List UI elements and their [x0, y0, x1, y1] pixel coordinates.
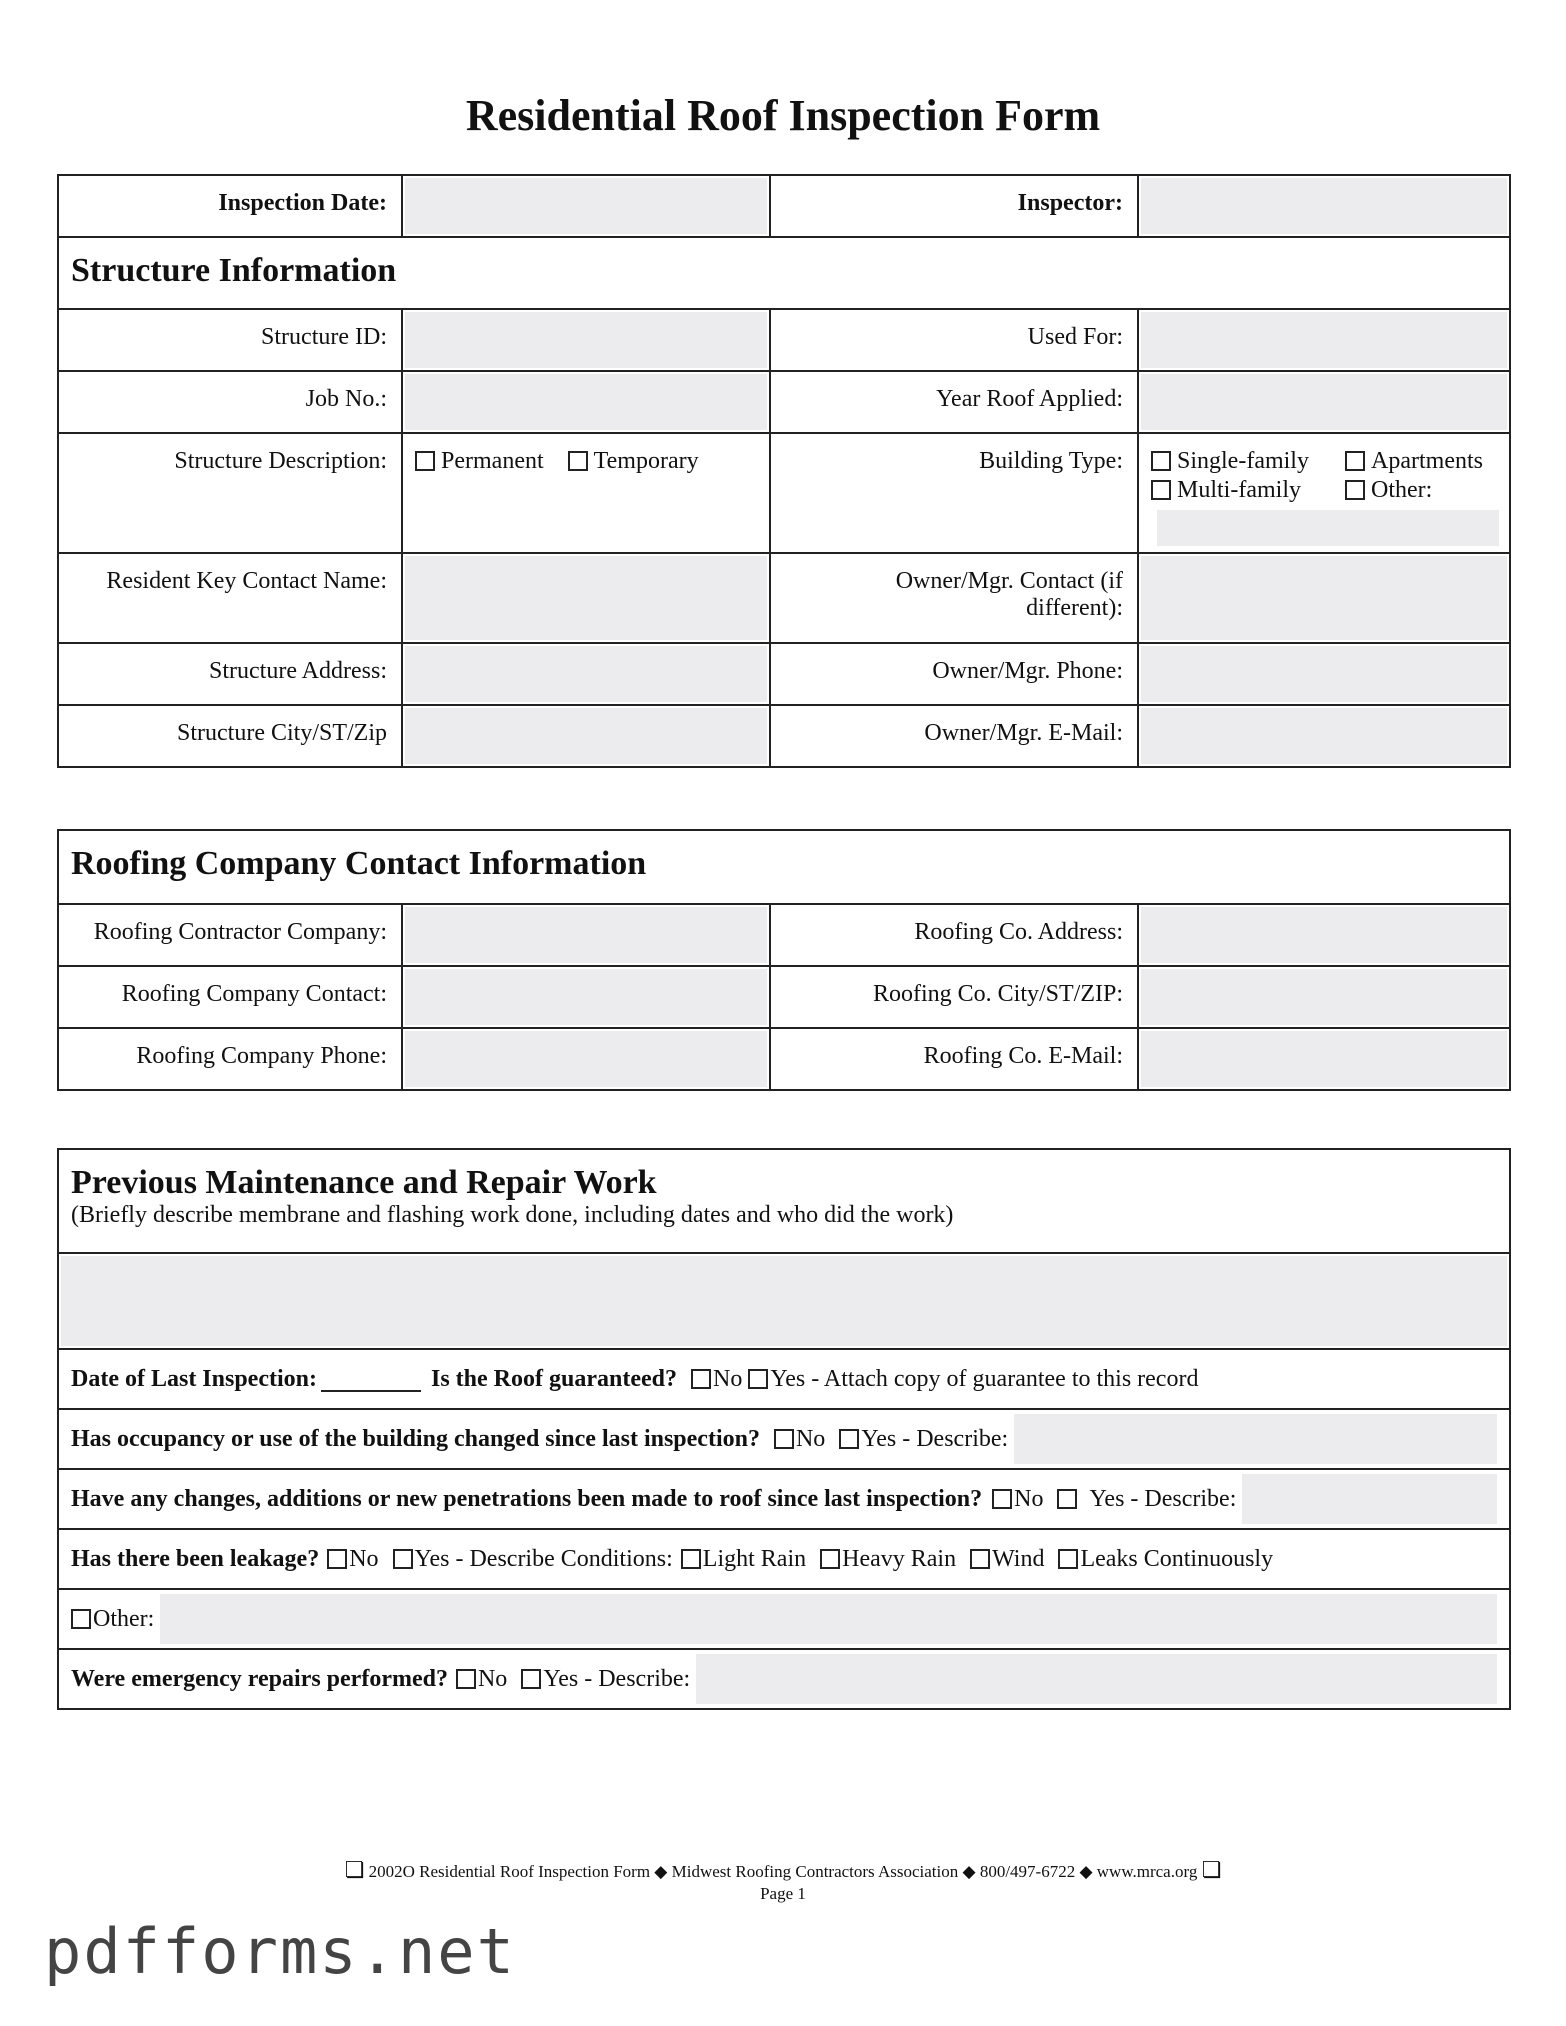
- changes-describe-field[interactable]: [1242, 1474, 1497, 1524]
- changes-no-checkbox[interactable]: [992, 1489, 1012, 1509]
- footer-text: 2002O Residential Roof Inspection Form ◆ Midwest Roofing Contractors Association ◆ 800/497-6722 ◆ www.mrca.org: [368, 1862, 1198, 1881]
- maintenance-table: [57, 1148, 1511, 1710]
- maintenance-description-field[interactable]: [58, 1253, 1510, 1349]
- watermark: pdfforms.net: [44, 1915, 516, 1988]
- option-single-family[interactable]: Single-family: [1151, 448, 1317, 475]
- contractor-company-label: Roofing Contractor Company:: [58, 904, 402, 966]
- company-phone-label: Roofing Company Phone:: [58, 1028, 402, 1090]
- leaks-continuously-label: Leaks Continuously: [1080, 1545, 1274, 1572]
- company-email-field[interactable]: [1138, 1028, 1510, 1090]
- footer-line1: [0, 1860, 1566, 1883]
- structure-address-field[interactable]: [402, 643, 770, 705]
- company-contact-label: Roofing Company Contact:: [58, 966, 402, 1028]
- company-email-label: Roofing Co. E-Mail:: [770, 1028, 1138, 1090]
- year-roof-label: Year Roof Applied:: [770, 371, 1138, 433]
- structure-address-label: Structure Address:: [58, 643, 402, 705]
- structure-id-field[interactable]: [402, 309, 770, 371]
- guaranteed-no-checkbox[interactable]: [691, 1369, 711, 1389]
- light-rain-checkbox[interactable]: [681, 1549, 701, 1569]
- checkbox[interactable]: [1345, 451, 1365, 471]
- structure-city-field[interactable]: [402, 705, 770, 767]
- emergency-question: Were emergency repairs performed?: [71, 1665, 448, 1692]
- option-multi-family[interactable]: Multi-family: [1151, 477, 1317, 504]
- mrca-logo-icon: ❏: [344, 1858, 365, 1883]
- company-contact-field[interactable]: [402, 966, 770, 1028]
- light-rain-label: Light Rain: [702, 1545, 807, 1572]
- job-no-field[interactable]: [402, 371, 770, 433]
- job-no-label: Job No.:: [58, 371, 402, 433]
- checkbox[interactable]: [1345, 480, 1365, 500]
- other-checkbox[interactable]: [71, 1609, 91, 1629]
- owner-contact-field[interactable]: [1138, 553, 1510, 643]
- checkbox[interactable]: [568, 451, 588, 471]
- footer: [0, 1860, 1566, 1905]
- guaranteed-question: Is the Roof guaranteed?: [431, 1365, 677, 1392]
- checkbox[interactable]: [1151, 451, 1171, 471]
- last-inspection-label: Date of Last Inspection:: [71, 1365, 317, 1392]
- structure-section-header: [58, 237, 1510, 309]
- company-address-field[interactable]: [1138, 904, 1510, 966]
- leakage-row: [58, 1529, 1510, 1589]
- emergency-row: [58, 1649, 1510, 1709]
- last-inspection-field[interactable]: [321, 1366, 421, 1392]
- structure-table: [57, 174, 1511, 768]
- changes-row: [58, 1469, 1510, 1529]
- structure-description-label: Structure Description:: [58, 433, 402, 553]
- company-city-field[interactable]: [1138, 966, 1510, 1028]
- yes-conditions-label: Yes - Describe Conditions:: [414, 1545, 673, 1572]
- no-label: No: [1014, 1485, 1044, 1512]
- inspection-date-field[interactable]: [402, 175, 770, 237]
- resident-contact-label: Resident Key Contact Name:: [58, 553, 402, 643]
- guaranteed-yes-checkbox[interactable]: [748, 1369, 768, 1389]
- yes-describe-label: Yes - Describe:: [861, 1425, 1009, 1452]
- no-label: No: [349, 1545, 379, 1572]
- wind-label: Wind: [992, 1545, 1045, 1572]
- no-label: No: [795, 1425, 826, 1452]
- structure-id-label: Structure ID:: [58, 309, 402, 371]
- used-for-field[interactable]: [1138, 309, 1510, 371]
- checkbox[interactable]: [415, 451, 435, 471]
- owner-phone-field[interactable]: [1138, 643, 1510, 705]
- owner-contact-label: Owner/Mgr. Contact (if different):: [770, 553, 1138, 643]
- company-city-label: Roofing Co. City/ST/ZIP:: [770, 966, 1138, 1028]
- mrca-logo-icon: ❏: [1201, 1858, 1222, 1883]
- emergency-yes-checkbox[interactable]: [521, 1669, 541, 1689]
- no-label: No: [713, 1365, 743, 1392]
- leakage-no-checkbox[interactable]: [327, 1549, 347, 1569]
- emergency-no-checkbox[interactable]: [456, 1669, 476, 1689]
- last-inspection-row: [58, 1349, 1510, 1409]
- occupancy-describe-field[interactable]: [1014, 1414, 1497, 1464]
- inspector-field[interactable]: [1138, 175, 1510, 237]
- owner-email-label: Owner/Mgr. E-Mail:: [770, 705, 1138, 767]
- owner-phone-label: Owner/Mgr. Phone:: [770, 643, 1138, 705]
- option-apartments[interactable]: Apartments: [1345, 448, 1491, 475]
- page-title: Residential Roof Inspection Form: [465, 91, 1101, 140]
- owner-email-field[interactable]: [1138, 705, 1510, 767]
- leakage-question: Has there been leakage?: [71, 1545, 320, 1572]
- other-row: [58, 1589, 1510, 1649]
- company-phone-field[interactable]: [402, 1028, 770, 1090]
- structure-heading: Structure Information: [71, 252, 397, 289]
- occupancy-row: [58, 1409, 1510, 1469]
- other-describe-field[interactable]: [160, 1594, 1497, 1644]
- heavy-rain-label: Heavy Rain: [842, 1545, 957, 1572]
- inspection-date-label: Inspection Date:: [58, 175, 402, 237]
- changes-question: Have any changes, additions or new penetrations been made to roof since last inspection?: [71, 1485, 983, 1512]
- structure-description-options: [402, 433, 770, 553]
- changes-yes-checkbox[interactable]: [1057, 1489, 1077, 1509]
- occupancy-no-checkbox[interactable]: [774, 1429, 794, 1449]
- no-label: No: [477, 1665, 508, 1692]
- page-number: Page 1: [760, 1884, 806, 1903]
- inspector-label: Inspector:: [770, 175, 1138, 237]
- occupancy-yes-checkbox[interactable]: [839, 1429, 859, 1449]
- guarantee-yes-label: Yes - Attach copy of guarantee to this record: [770, 1365, 1199, 1392]
- used-for-label: Used For:: [770, 309, 1138, 371]
- option-other[interactable]: Other:: [1345, 477, 1491, 504]
- other-label: Other:: [93, 1605, 155, 1632]
- heavy-rain-checkbox[interactable]: [820, 1549, 840, 1569]
- wind-checkbox[interactable]: [970, 1549, 990, 1569]
- occupancy-question: Has occupancy or use of the building changed since last inspection?: [71, 1425, 760, 1452]
- contractor-company-field[interactable]: [402, 904, 770, 966]
- leaks-continuously-checkbox[interactable]: [1058, 1549, 1078, 1569]
- company-heading: Roofing Company Contact Information: [71, 845, 647, 882]
- company-section-header: [58, 830, 1510, 904]
- yes-describe-label: Yes - Describe:: [1089, 1485, 1237, 1512]
- building-type-label: Building Type:: [770, 433, 1138, 553]
- structure-city-label: Structure City/ST/Zip: [58, 705, 402, 767]
- maintenance-section-header: [58, 1149, 1510, 1253]
- yes-describe-label: Yes - Describe:: [543, 1665, 691, 1692]
- resident-contact-field[interactable]: [402, 553, 770, 643]
- leakage-yes-checkbox[interactable]: [393, 1549, 413, 1569]
- option-temporary[interactable]: Temporary: [568, 448, 699, 474]
- year-roof-field[interactable]: [1138, 371, 1510, 433]
- checkbox[interactable]: [1151, 480, 1171, 500]
- emergency-describe-field[interactable]: [696, 1654, 1497, 1704]
- maintenance-heading: Previous Maintenance and Repair Work: [71, 1164, 657, 1201]
- building-type-options: [1138, 433, 1510, 553]
- company-table: [57, 829, 1511, 1091]
- option-permanent[interactable]: Permanent: [415, 448, 544, 474]
- company-address-label: Roofing Co. Address:: [770, 904, 1138, 966]
- maintenance-subheading: (Briefly describe membrane and flashing work done, including dates and who did the work): [71, 1202, 954, 1228]
- building-type-other-field[interactable]: [1157, 510, 1499, 546]
